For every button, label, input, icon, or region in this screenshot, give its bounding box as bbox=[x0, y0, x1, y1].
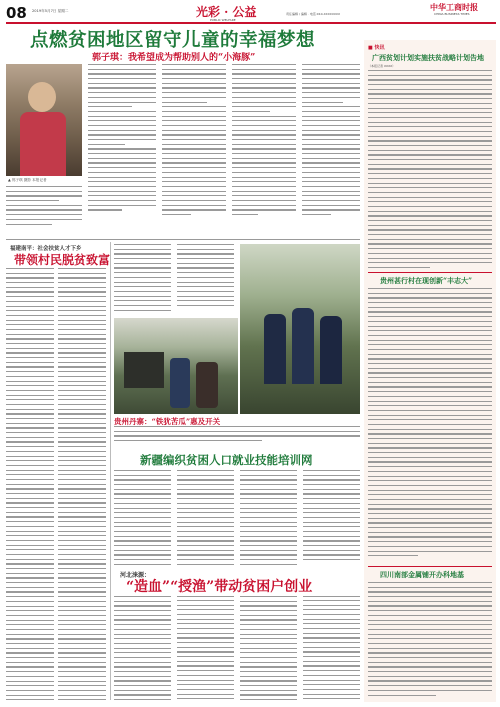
article4-headline: “造血”“授渔”带动贫困户创业 bbox=[126, 579, 313, 595]
photo-band-caption: 贵州丹寨：“铁犹苦瓜”惠及开关 bbox=[114, 417, 221, 426]
sidebar-item3-headline: 四川南部金属铺开办科地基 bbox=[380, 570, 464, 579]
sidebar-divider-1 bbox=[368, 272, 492, 273]
photo-caption: ▲ 郭子琪 摄影 本报记者 bbox=[8, 178, 47, 182]
article4-body bbox=[114, 596, 360, 700]
sidebar-item1-kicker: （本报记者 XXXX） bbox=[368, 64, 396, 68]
sidebar-item1-body bbox=[368, 70, 492, 270]
main-article-col-1 bbox=[6, 186, 82, 238]
child-photo bbox=[6, 64, 82, 176]
article2-col-2 bbox=[58, 268, 106, 700]
sidebar-item2-headline: 贵州甚行村在现创新“丰志大” bbox=[380, 276, 473, 285]
article2-kicker: 福建南平：社会扶贫人才下乡 bbox=[10, 246, 82, 252]
article4-kicker: 河北涞源： bbox=[120, 572, 151, 579]
editor-line: 责任编辑 / 编辑 · 电话:010-XXXXXXXX bbox=[286, 12, 341, 16]
main-subheadline: 郭子琪：我希望成为帮助别人的“小海豚” bbox=[92, 53, 256, 63]
main-headline: 点燃贫困地区留守儿童的幸福梦想 bbox=[30, 30, 316, 51]
issue-date: 2019年5月7日 星期二 bbox=[32, 9, 69, 13]
page-number: 08 bbox=[6, 4, 27, 22]
column-divider bbox=[110, 242, 111, 700]
main-article-col-2 bbox=[88, 64, 156, 234]
paper-name-en: CHINA BUSINESS TIMES bbox=[434, 12, 470, 16]
photo-band-caption-text bbox=[114, 426, 360, 446]
village-photo-left bbox=[114, 318, 238, 414]
paper-name: 中华工商时报 bbox=[430, 2, 478, 12]
main-article-col-5 bbox=[302, 64, 360, 234]
header-rule bbox=[6, 22, 496, 24]
main-article-col-3 bbox=[162, 64, 226, 234]
article3-body bbox=[114, 470, 360, 566]
sidebar-label: ■ 快讯 bbox=[368, 45, 385, 51]
section-divider bbox=[6, 239, 360, 240]
main-article-cont bbox=[114, 244, 234, 314]
sidebar-item2-body bbox=[368, 288, 492, 564]
article2-headline: 带领村民脱贫致富 bbox=[14, 253, 111, 267]
article2-col-1 bbox=[6, 268, 54, 700]
article3-headline: 新疆编织贫困人口就业技能培训网 bbox=[140, 453, 313, 467]
village-photo-right bbox=[240, 244, 360, 414]
sidebar-item3-body bbox=[368, 582, 492, 700]
sidebar-divider-2 bbox=[368, 566, 492, 567]
sidebar-item1-headline: 广西贫划计划实施扶贫战略计划告地 bbox=[372, 53, 484, 62]
section-title: 光彩 · 公益 bbox=[196, 5, 257, 19]
main-article-col-4 bbox=[232, 64, 296, 234]
section-subtitle: PUBLIC WELFARE bbox=[210, 18, 236, 22]
